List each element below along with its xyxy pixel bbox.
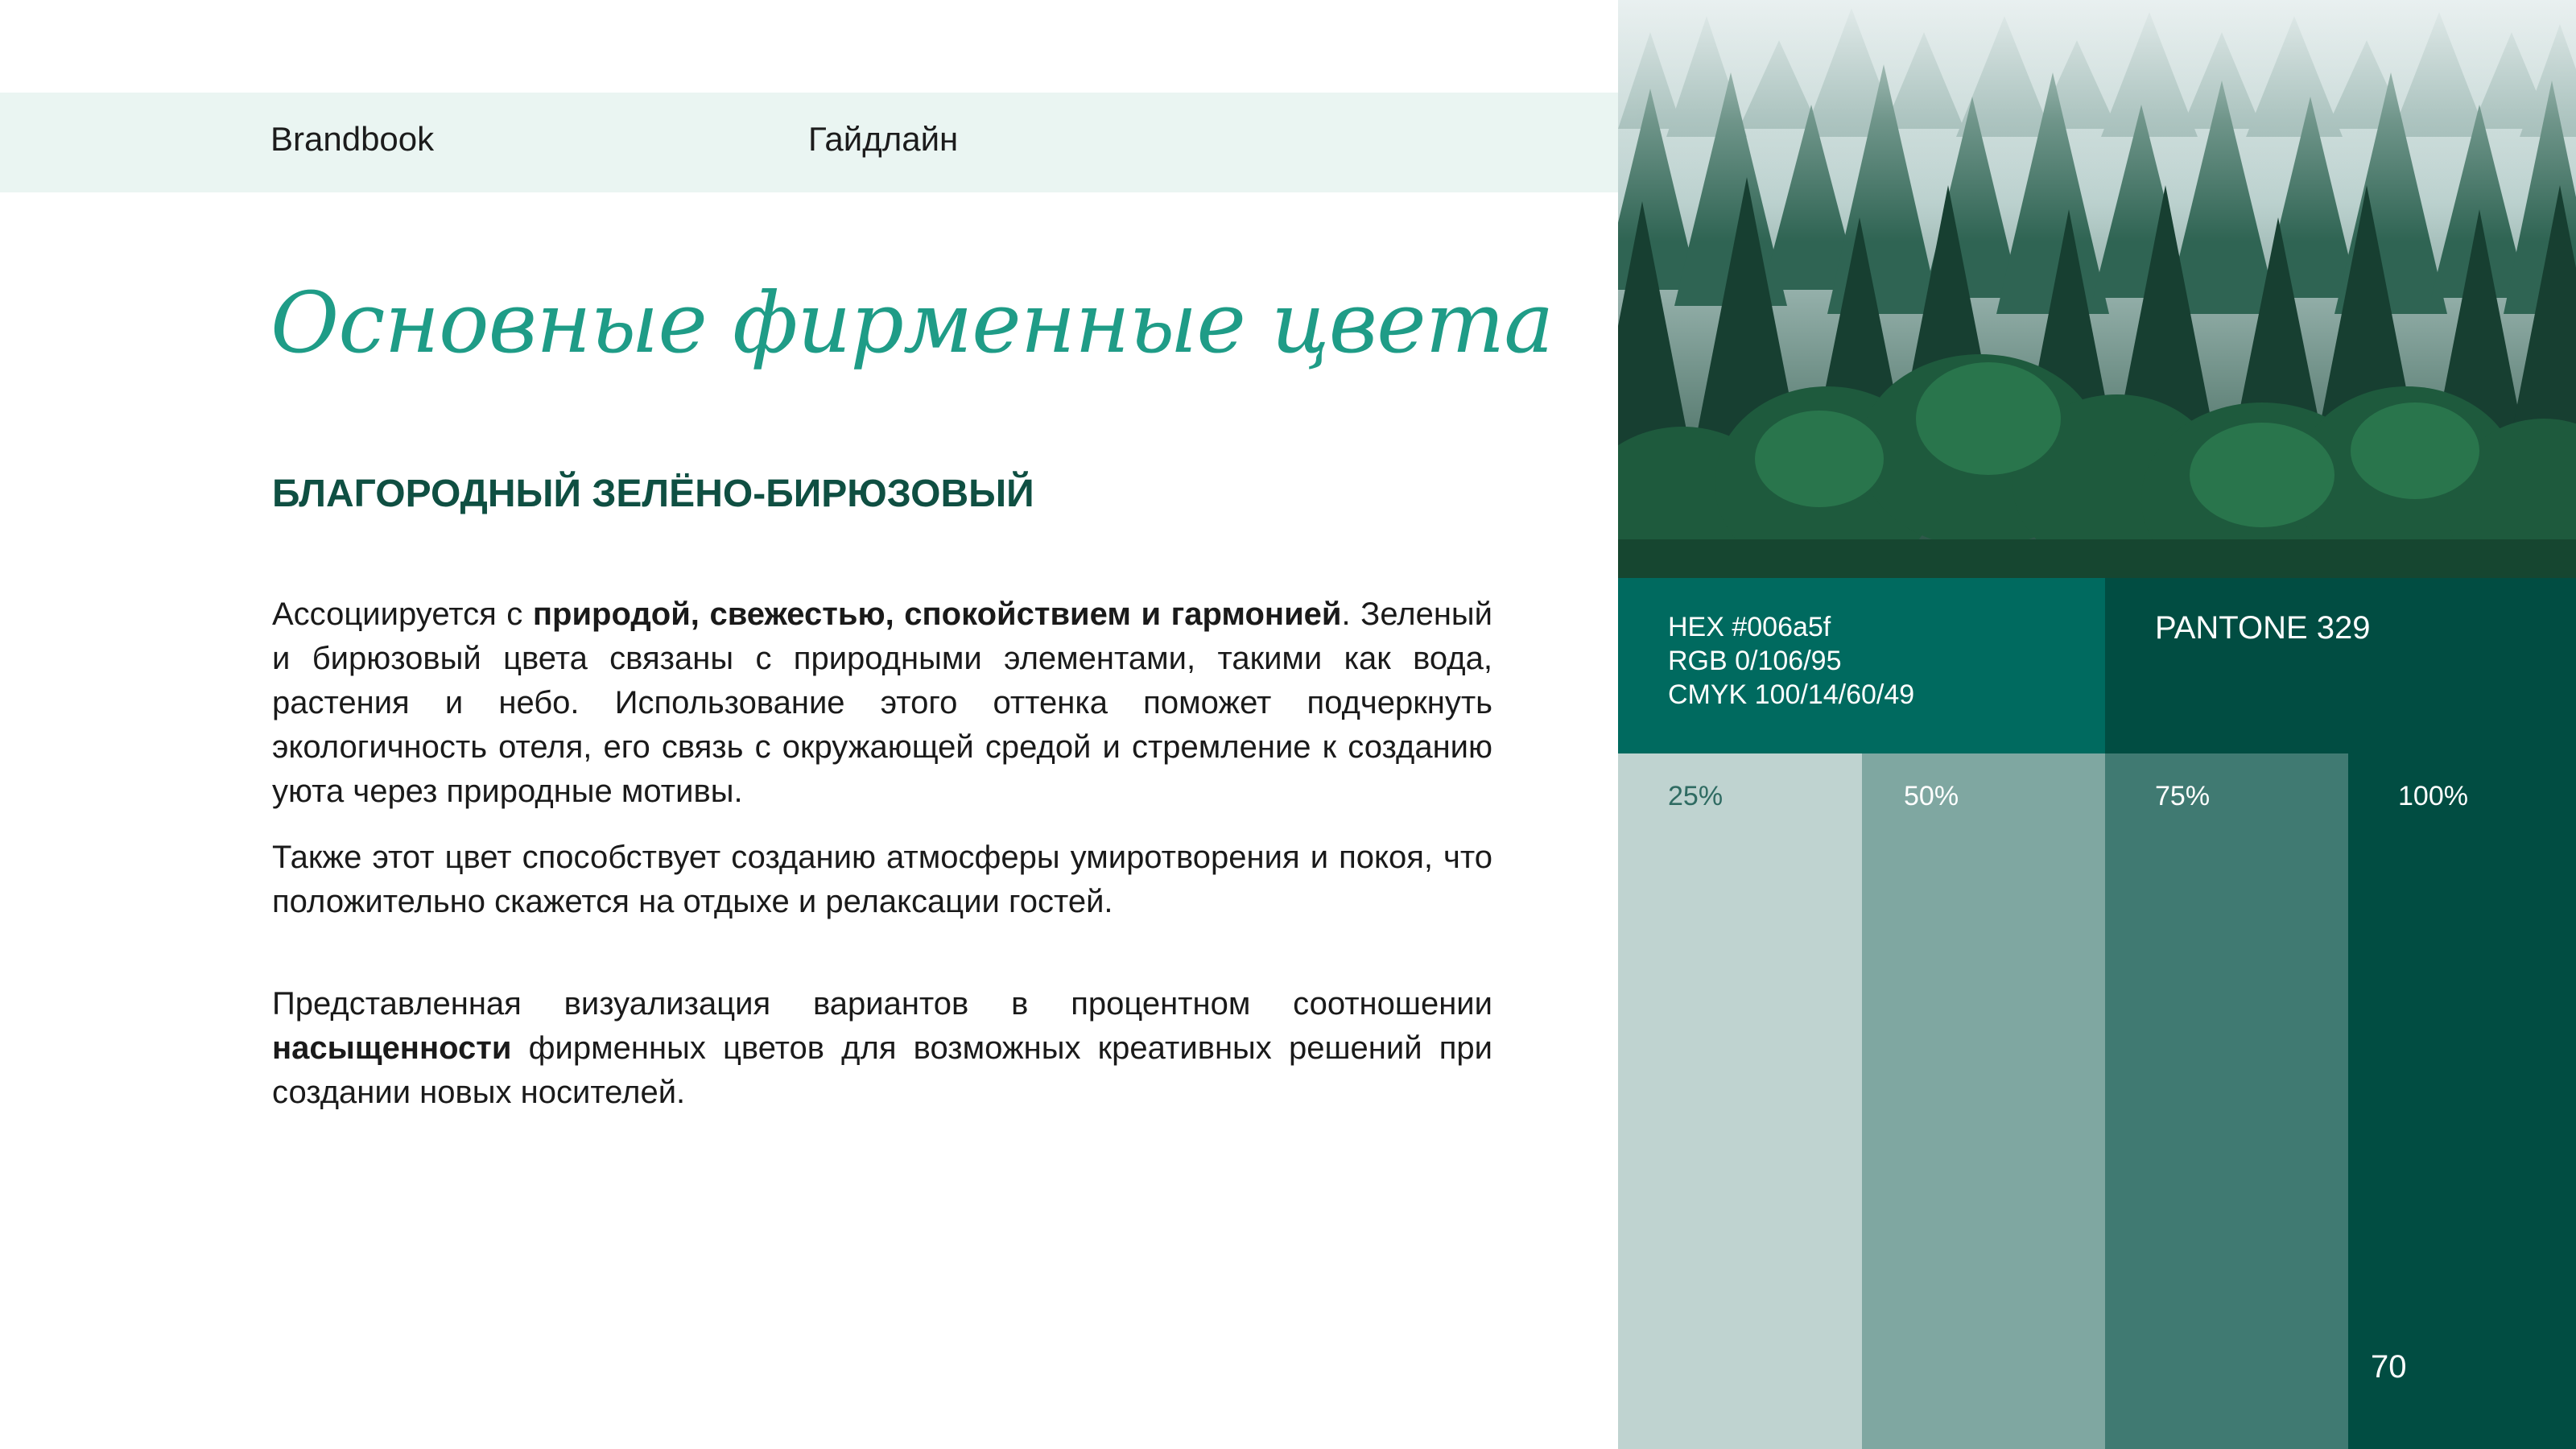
tint-label-75: 75% (2155, 781, 2211, 811)
p3-text-after: фирменных цветов для возможных креативных решений при создании новых носителей. (272, 1030, 1492, 1110)
p1-text-after: . Зеленый и бирюзовый цвета связаны с природными элементами, такими как вода, растения и небо. Использование этого оттенка поможет подчеркнуть экологичность отеля, его связь с окружающей средой и стремление к созданию уюта через природные мотивы. (272, 597, 1493, 809)
cmyk-value: CMYK 100/14/60/49 (1668, 679, 1915, 710)
tint-swatch-50 (1862, 753, 2105, 1449)
tint-swatch-75 (2105, 753, 2348, 1449)
p3-text-bold: насыщенности (272, 1030, 512, 1066)
forest-photo (1618, 0, 2576, 578)
pantone-value: PANTONE 329 (2155, 610, 2371, 646)
description-paragraph-3 (272, 982, 1492, 1115)
page-title: Основные фирменные цвета (270, 274, 1554, 372)
header-brandbook-label: Brandbook (270, 120, 435, 158)
tint-label-100: 100% (2398, 781, 2468, 811)
description-paragraph-1 (272, 592, 1492, 814)
p1-text-before: Ассоциируется с (272, 597, 533, 632)
tint-swatch-25 (1618, 753, 1862, 1449)
pantone-swatch (2105, 578, 2576, 753)
color-name-heading: БЛАГОРОДНЫЙ ЗЕЛЁНО-БИРЮЗОВЫЙ (272, 473, 1034, 515)
rgb-value: RGB 0/106/95 (1668, 646, 1842, 676)
tint-label-50: 50% (1904, 781, 1959, 811)
header-guideline-label: Гайдлайн (808, 120, 959, 158)
tint-swatch-100 (2348, 753, 2576, 1449)
header-band (0, 93, 1618, 192)
tint-label-25: 25% (1668, 781, 1724, 811)
hex-value: HEX #006a5f (1668, 612, 1831, 642)
p3-text-before: Представленная визуализация вариантов в процентном соотношении (272, 986, 1492, 1022)
main-color-swatch (1618, 578, 2105, 753)
description-paragraph-2: Также этот цвет способствует созданию атмосферы умиротворения и покоя, что положительно скажется на отдыхе и релаксации гостей. (272, 840, 1492, 919)
page-number: 70 (2371, 1349, 2407, 1385)
p1-text-bold: природой, свежестью, спокойствием и гармонией (532, 597, 1342, 632)
